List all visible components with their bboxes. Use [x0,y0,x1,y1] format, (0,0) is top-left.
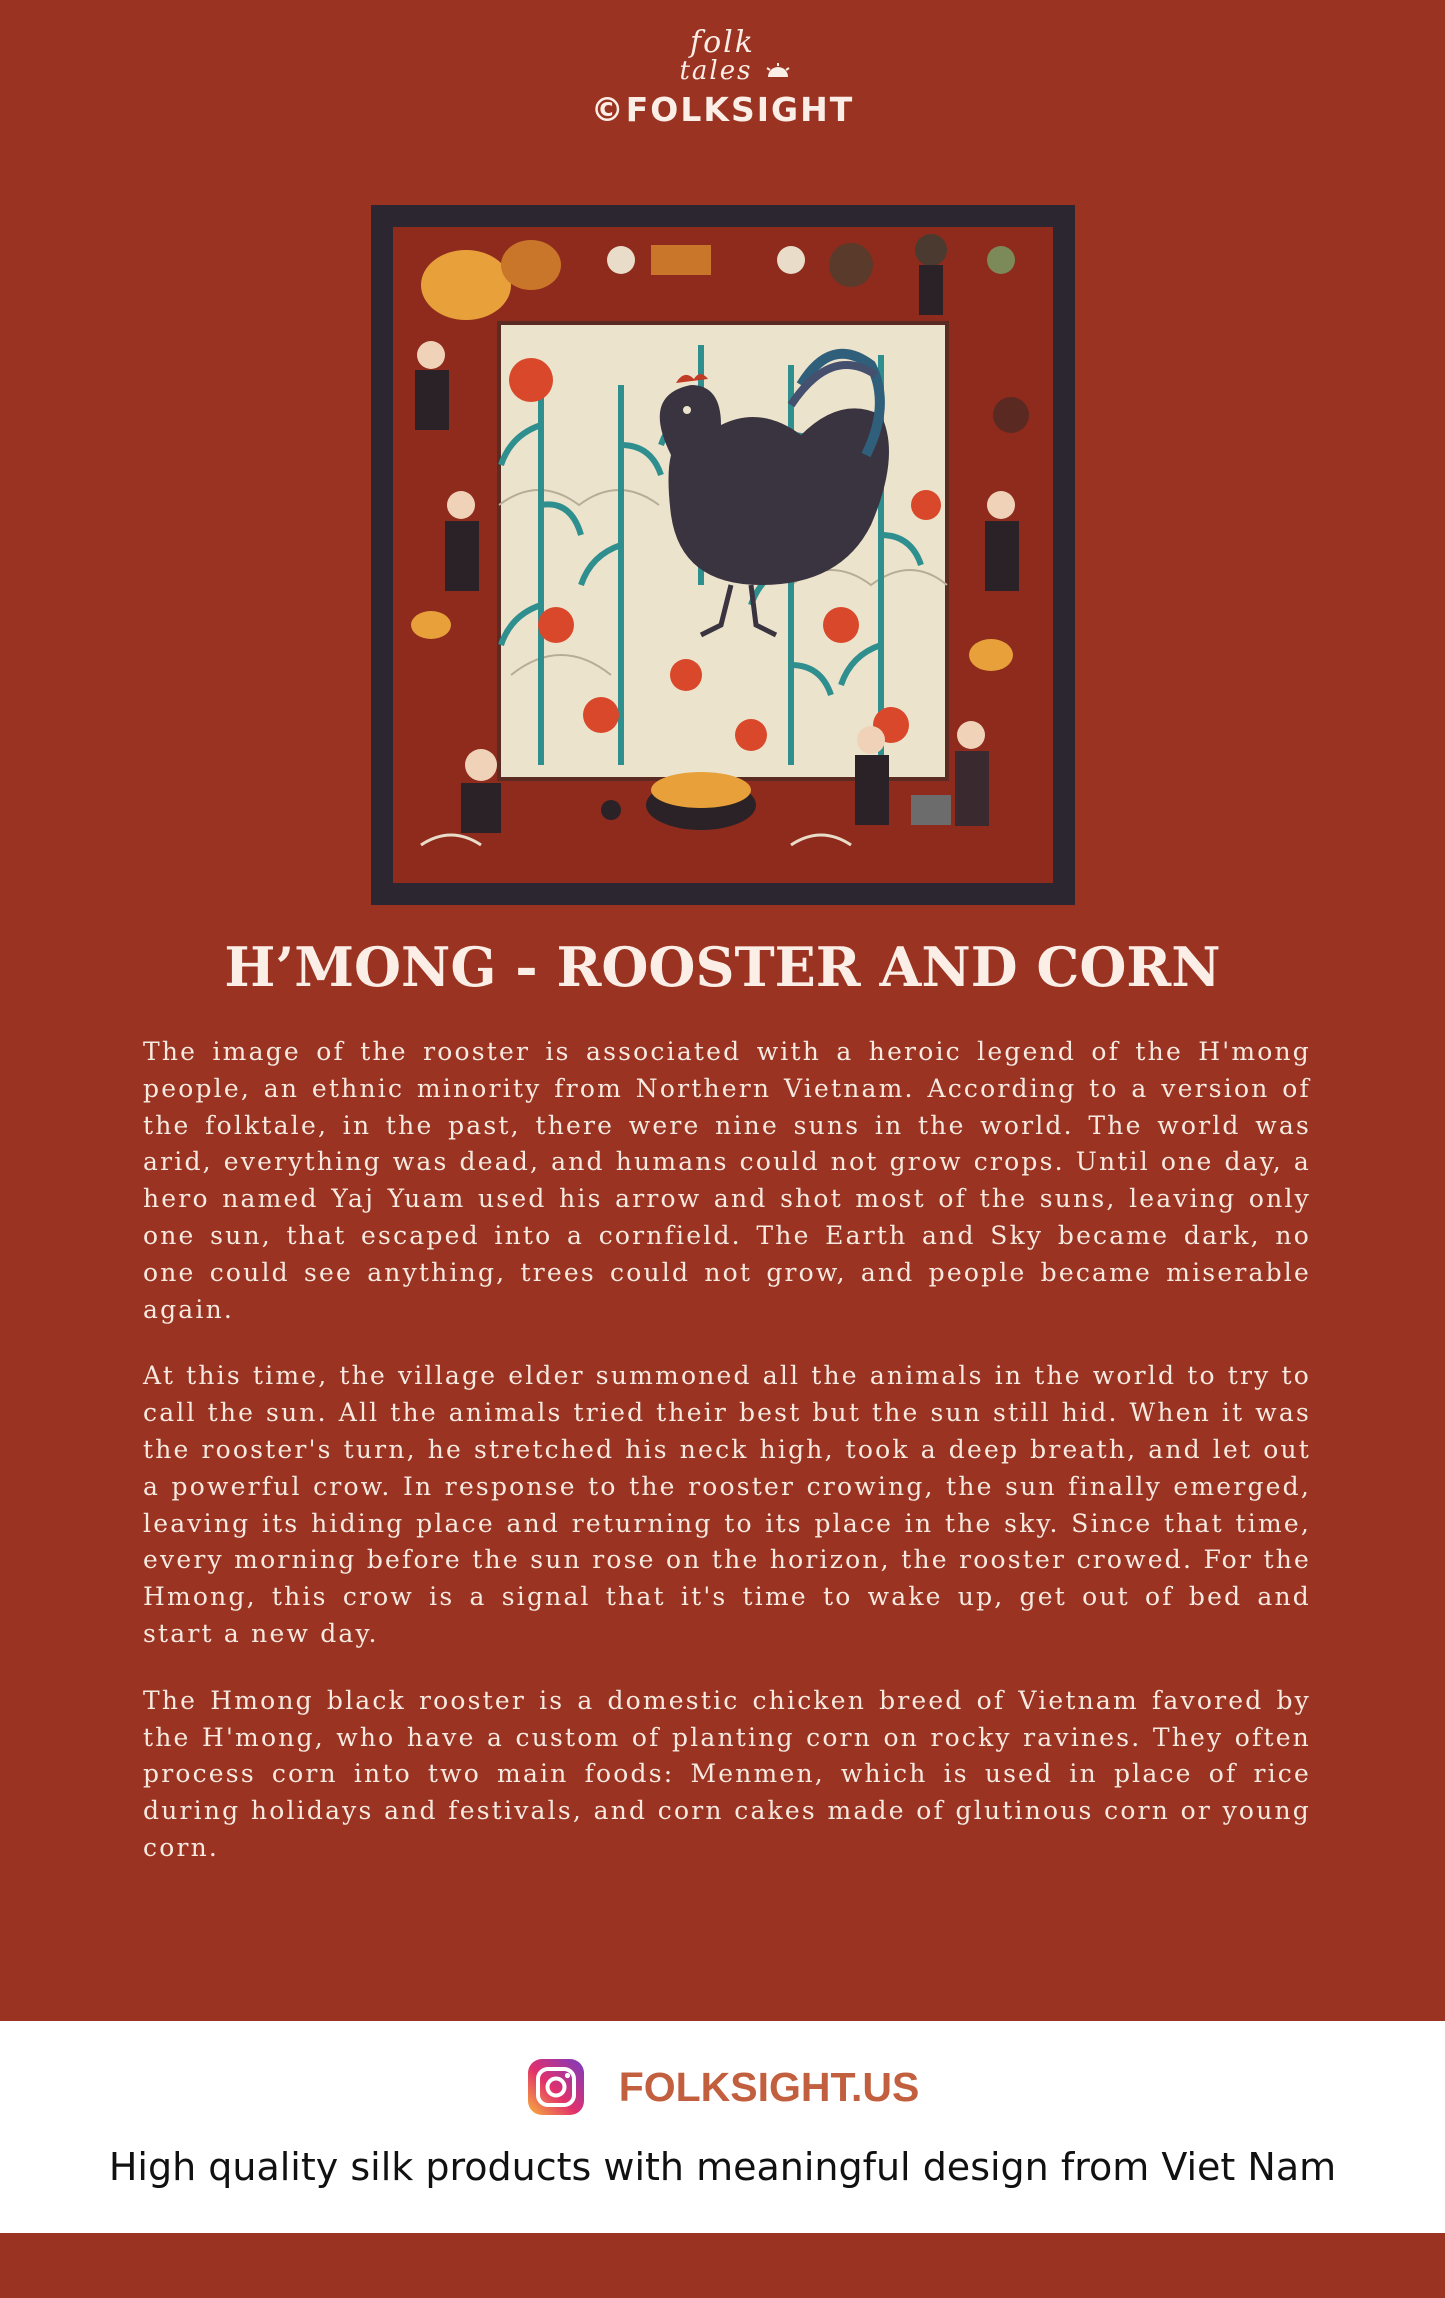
paragraph: At this time, the village elder summoned all the animals in the world to try to call the sun. All the animals tried their best but the sun still hid. When it was the rooster's turn, he stretched his neck high, took a deep breath, and let out a powerful crow. In response to the rooster crowing, the sun finally emerged, leaving its hiding place and returning to its place in the sky. Since that time, every morning before the sun rose on the horizon, the rooster crowed. For the Hmong, this crow is a signal that it's time to wake up, get out of bed and start a new day. [143,1361,1311,1648]
page-title: H’MONG - ROOSTER AND CORN [224,935,1221,999]
paragraph: The image of the rooster is associated with a heroic legend of the H'mong people, an ethnic minority from Northern Vietnam. According to a version of the folktale, in the past, there were nine suns in the world. The world was arid, everything was dead, and humans could not grow crops. Until one day, a hero named Yaj Yuam used his arrow and shot most of the suns, leaving only one sun, that escaped into a cornfield. The Earth and Sky became dark, no one could see anything, trees could not grow, and people became miserable again. [143,1037,1311,1324]
logo-tales-row [0,58,1445,84]
logo-tales-text: tales [679,56,753,86]
bottom-band [0,2233,1445,2298]
logo-brand-name: ©FOLKSIGHT [590,90,855,129]
tagline: High quality silk products with meaningful design from Viet Nam [108,2145,1337,2189]
story-text [143,1034,1311,1897]
logo-folk-text: folk [690,25,755,60]
instagram-handle[interactable]: FOLKSIGHT.US [618,2063,920,2110]
instagram-link[interactable] [0,2057,1445,2123]
paragraph: The Hmong black rooster is a domestic chicken breed of Vietnam favored by the H'mong, who have a custom of planting corn on rocky ravines. They often process corn into two main foods: Menmen, which is used in place of rice during holidays and festivals, and corn cakes made of glutinous corn or young corn. [143,1685,1311,1862]
instagram-icon[interactable] [526,2057,586,2117]
brand-logo [0,25,1445,129]
sun-icon [764,63,792,83]
scarf-artwork [371,205,1075,905]
rooster-corn-illustration [371,205,1075,905]
footer [0,2021,1445,2233]
